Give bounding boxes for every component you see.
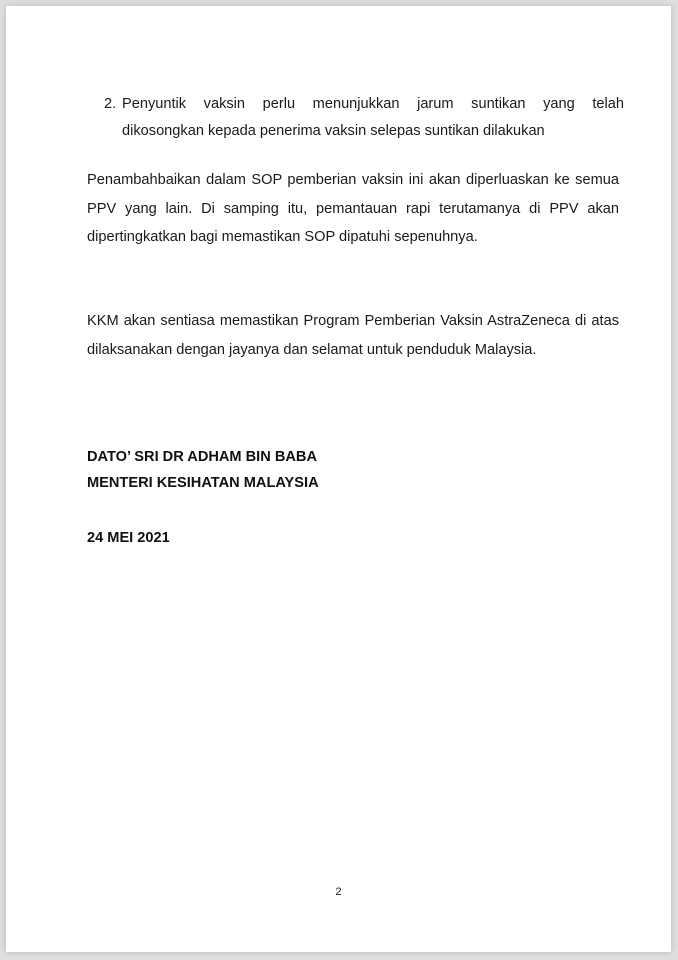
list-item-line-1: Penyuntik vaksin perlu menunjukkan jarum suntikan yang telah — [122, 96, 624, 112]
list-item-line-2: dikosongkan kepada penerima vaksin selepas suntikan dilakukan — [122, 123, 545, 139]
list-item — [104, 91, 624, 145]
signature-name: DATO’ SRI DR ADHAM BIN BABA — [87, 449, 317, 465]
paragraph-sop-improvement: Penambahbaikan dalam SOP pemberian vaksin ini akan diperluaskan ke semua PPV yang lain. Di samping itu, pemantauan rapi terutamanya di PPV akan dipertingkatkan bagi memastikan SOP dipatuhi sepenuhnya. — [87, 172, 619, 245]
document-date: 24 MEI 2021 — [87, 530, 170, 546]
page-number: 2 — [335, 886, 342, 898]
list-item-body — [122, 91, 624, 145]
signature-title: MENTERI KESIHATAN MALAYSIA — [87, 475, 319, 491]
document-page — [6, 6, 671, 952]
paragraph-kkm-commitment: KKM akan sentiasa memastikan Program Pemberian Vaksin AstraZeneca di atas dilaksanakan dengan jayanya dan selamat untuk penduduk Malaysia. — [87, 313, 619, 358]
list-item-number: 2. — [104, 96, 117, 112]
